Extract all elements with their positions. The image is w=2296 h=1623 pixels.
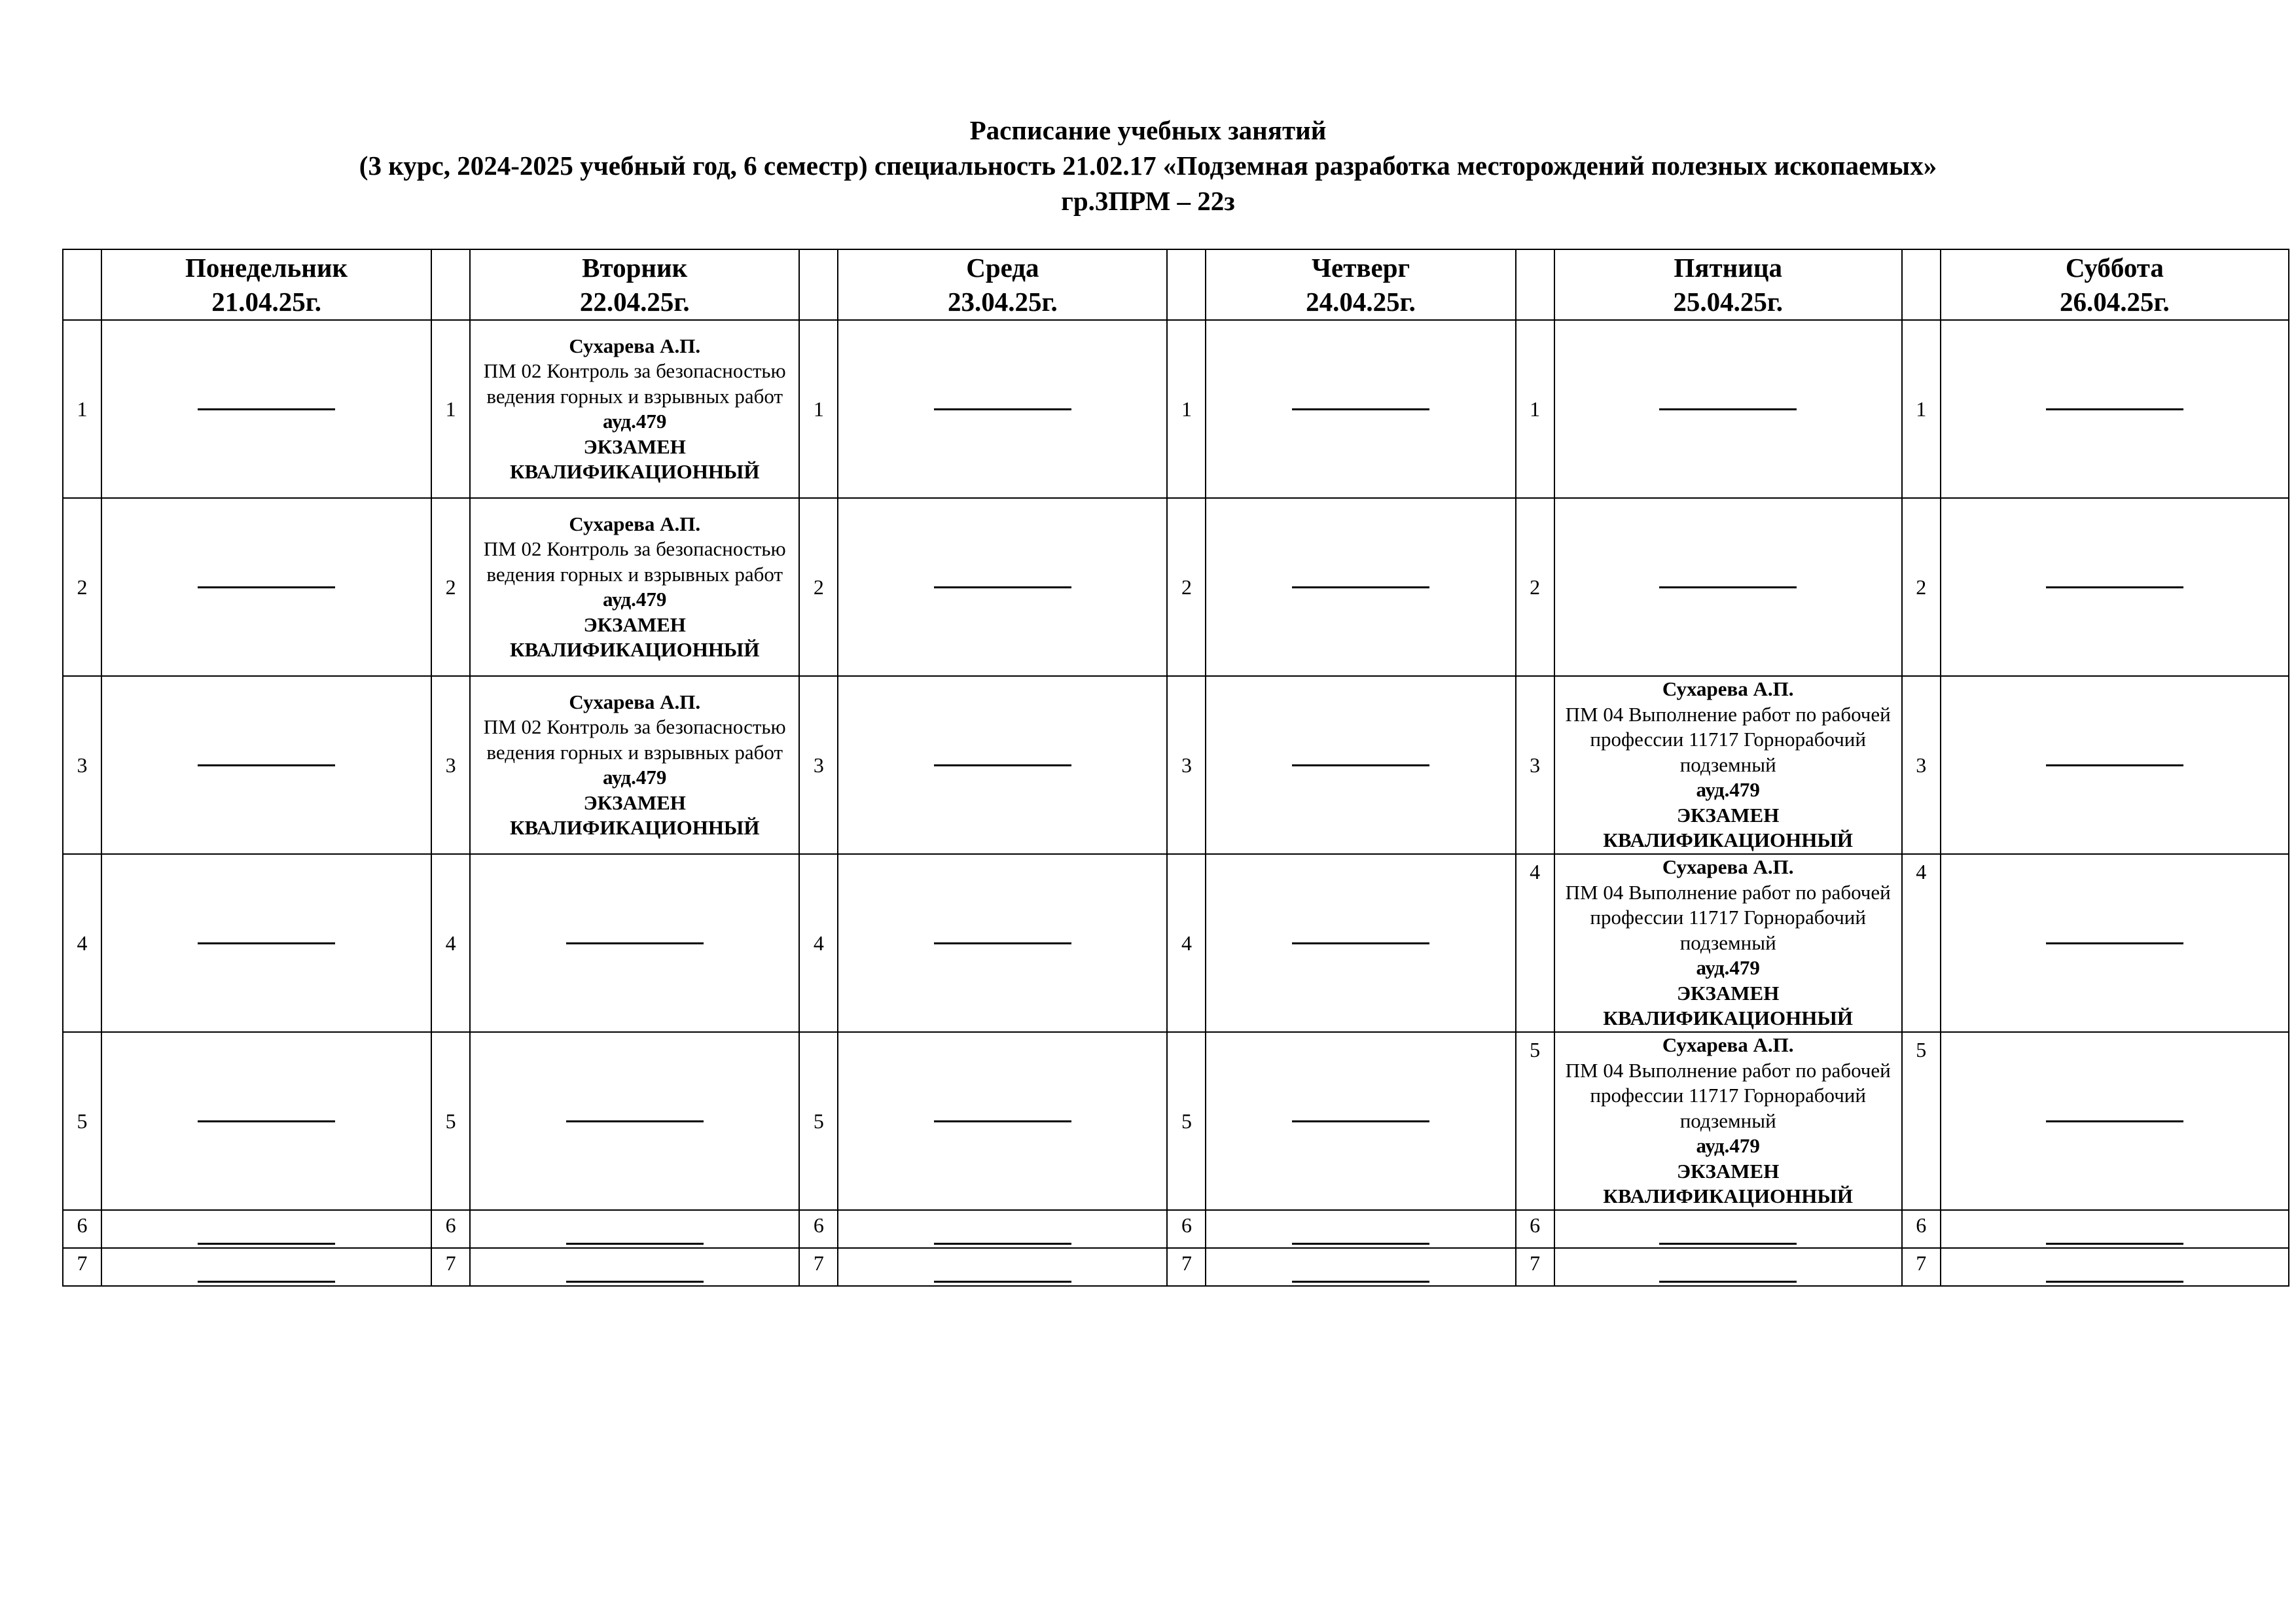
empty-slot-line [934, 408, 1071, 410]
empty-slot-line [2046, 586, 2183, 588]
subject-name: ПМ 02 Контроль за безопасностью ведения горных и взрывных работ [483, 537, 786, 586]
pair-number: 5 [63, 1032, 101, 1210]
schedule-cell [1941, 854, 2289, 1032]
schedule-cell [470, 1032, 799, 1210]
pair-number: 5 [799, 1032, 838, 1210]
empty-slot-line [198, 408, 335, 410]
pair-number: 3 [431, 676, 470, 854]
empty-header-cell [1902, 249, 1941, 320]
schedule-cell [101, 1248, 431, 1286]
day-date: 22.04.25г. [579, 287, 690, 317]
pair-number: 3 [799, 676, 838, 854]
schedule-cell [470, 320, 799, 498]
document-header [0, 113, 2296, 219]
lesson-entry [471, 512, 798, 663]
exam-type: ЭКЗАМЕН КВАЛИФИКАЦИОННЫЙ [509, 435, 760, 483]
document-subtitle: (3 курс, 2024-2025 учебный год, 6 семестр) специальность 21.02.17 «Подземная разработка месторождений полезных ископаемых» [359, 151, 1937, 181]
schedule-cell [838, 1210, 1167, 1248]
teacher-name: Сухарева А.П. [1662, 677, 1794, 701]
empty-slot-line [1292, 764, 1429, 766]
room-number: ауд.479 [603, 410, 667, 433]
empty-slot-line [566, 1120, 704, 1122]
schedule-cell [1941, 676, 2289, 854]
empty-slot-line [198, 942, 335, 944]
teacher-name: Сухарева А.П. [569, 690, 701, 713]
empty-slot-line [198, 586, 335, 588]
schedule-cell [1554, 320, 1902, 498]
empty-slot-line [1292, 1243, 1429, 1245]
pair-number: 7 [1167, 1248, 1206, 1286]
pair-number: 5 [1167, 1032, 1206, 1210]
schedule-row [63, 320, 2289, 498]
empty-slot-line [566, 942, 704, 944]
schedule-cell [101, 320, 431, 498]
pair-number: 1 [799, 320, 838, 498]
pair-number: 4 [799, 854, 838, 1032]
pair-number: 4 [1902, 854, 1941, 1032]
schedule-row [63, 498, 2289, 676]
schedule-cell [1554, 676, 1902, 854]
schedule-cell [101, 676, 431, 854]
pair-number: 1 [431, 320, 470, 498]
pair-number: 4 [63, 854, 101, 1032]
pair-number: 6 [1167, 1210, 1206, 1248]
lesson-entry [471, 334, 798, 485]
empty-slot-line [1659, 1281, 1797, 1283]
teacher-name: Сухарева А.П. [1662, 1033, 1794, 1057]
schedule-body [63, 249, 2289, 1286]
empty-slot-line [1659, 408, 1797, 410]
day-name: Пятница [1674, 253, 1782, 283]
day-header-friday [1554, 249, 1902, 320]
pair-number: 5 [431, 1032, 470, 1210]
room-number: ауд.479 [1696, 956, 1760, 980]
pair-number: 4 [431, 854, 470, 1032]
schedule-cell [1941, 1248, 2289, 1286]
day-date: 24.04.25г. [1306, 287, 1416, 317]
pair-number: 6 [431, 1210, 470, 1248]
pair-number: 1 [1167, 320, 1206, 498]
empty-slot-line [934, 942, 1071, 944]
pair-number: 2 [1902, 498, 1941, 676]
day-header-saturday [1941, 249, 2289, 320]
teacher-name: Сухарева А.П. [1662, 855, 1794, 879]
pair-number: 2 [431, 498, 470, 676]
empty-header-cell [1516, 249, 1554, 320]
empty-slot-line [2046, 1120, 2183, 1122]
pair-number: 7 [1516, 1248, 1554, 1286]
schedule-cell [470, 1210, 799, 1248]
lesson-entry [471, 690, 798, 841]
empty-header-cell [1167, 249, 1206, 320]
schedule-row [63, 676, 2289, 854]
empty-slot-line [934, 764, 1071, 766]
schedule-cell [1206, 1032, 1515, 1210]
empty-slot-line [1292, 586, 1429, 588]
empty-slot-line [1659, 1243, 1797, 1245]
empty-slot-line [1292, 942, 1429, 944]
schedule-cell [1941, 320, 2289, 498]
teacher-name: Сухарева А.П. [569, 512, 701, 535]
subject-name: ПМ 04 Выполнение работ по рабочей профессии 11717 Горнорабочий подземный [1565, 702, 1891, 776]
empty-slot-line [2046, 764, 2183, 766]
schedule-cell [101, 1032, 431, 1210]
exam-type: ЭКЗАМЕН КВАЛИФИКАЦИОННЫЙ [1603, 1159, 1853, 1208]
schedule-cell [1941, 1032, 2289, 1210]
lesson-entry [1555, 855, 1901, 1031]
pair-number: 2 [1516, 498, 1554, 676]
pair-number: 3 [1167, 676, 1206, 854]
day-date: 25.04.25г. [1673, 287, 1784, 317]
schedule-cell [470, 1248, 799, 1286]
pair-number: 6 [63, 1210, 101, 1248]
pair-number: 3 [1902, 676, 1941, 854]
exam-type: ЭКЗАМЕН КВАЛИФИКАЦИОННЫЙ [509, 613, 760, 661]
schedule-row [63, 1248, 2289, 1286]
schedule-cell [101, 1210, 431, 1248]
schedule-table [62, 249, 2289, 1287]
day-date: 26.04.25г. [2060, 287, 2170, 317]
pair-number: 4 [1167, 854, 1206, 1032]
schedule-cell [1206, 498, 1515, 676]
empty-slot-line [934, 1243, 1071, 1245]
empty-slot-line [934, 1120, 1071, 1122]
schedule-cell [1941, 498, 2289, 676]
schedule-row [63, 1032, 2289, 1210]
schedule-cell [838, 1032, 1167, 1210]
pair-number: 1 [1516, 320, 1554, 498]
schedule-cell [1206, 676, 1515, 854]
day-header-wednesday [838, 249, 1167, 320]
schedule-cell [1554, 1210, 1902, 1248]
day-header-monday [101, 249, 431, 320]
pair-number: 2 [63, 498, 101, 676]
empty-slot-line [2046, 942, 2183, 944]
pair-number: 6 [1516, 1210, 1554, 1248]
schedule-cell [470, 676, 799, 854]
empty-slot-line [1292, 408, 1429, 410]
empty-header-cell [63, 249, 101, 320]
schedule-row [63, 1210, 2289, 1248]
day-date: 21.04.25г. [211, 287, 321, 317]
schedule-cell [838, 854, 1167, 1032]
day-name: Четверг [1311, 253, 1410, 283]
empty-slot-line [566, 1243, 704, 1245]
schedule-cell [470, 498, 799, 676]
schedule-cell [1554, 498, 1902, 676]
empty-slot-line [1659, 586, 1797, 588]
empty-slot-line [1292, 1120, 1429, 1122]
pair-number: 7 [63, 1248, 101, 1286]
empty-header-cell [799, 249, 838, 320]
pair-number: 6 [1902, 1210, 1941, 1248]
room-number: ауд.479 [603, 588, 667, 611]
day-date: 23.04.25г. [948, 287, 1058, 317]
empty-slot-line [934, 586, 1071, 588]
empty-slot-line [198, 1243, 335, 1245]
pair-number: 5 [1902, 1032, 1941, 1210]
empty-slot-line [1292, 1281, 1429, 1283]
lesson-entry [1555, 1033, 1901, 1209]
schedule-cell [1554, 854, 1902, 1032]
schedule-cell [838, 676, 1167, 854]
subject-name: ПМ 04 Выполнение работ по рабочей профессии 11717 Горнорабочий подземный [1565, 1058, 1891, 1132]
day-name: Суббота [2065, 253, 2164, 283]
pair-number: 4 [1516, 854, 1554, 1032]
empty-slot-line [2046, 1243, 2183, 1245]
room-number: ауд.479 [1696, 1134, 1760, 1158]
schedule-cell [101, 498, 431, 676]
empty-slot-line [934, 1281, 1071, 1283]
schedule-cell [1554, 1032, 1902, 1210]
pair-number: 6 [799, 1210, 838, 1248]
exam-type: ЭКЗАМЕН КВАЛИФИКАЦИОННЫЙ [1603, 803, 1853, 852]
empty-slot-line [198, 764, 335, 766]
pair-number: 7 [799, 1248, 838, 1286]
exam-type: ЭКЗАМЕН КВАЛИФИКАЦИОННЫЙ [1603, 981, 1853, 1030]
empty-slot-line [2046, 408, 2183, 410]
day-header-tuesday [470, 249, 799, 320]
schedule-cell [1206, 1210, 1515, 1248]
room-number: ауд.479 [603, 766, 667, 789]
document-title: Расписание учебных занятий [969, 115, 1327, 145]
schedule-cell [838, 1248, 1167, 1286]
day-name: Понедельник [185, 253, 348, 283]
pair-number: 2 [1167, 498, 1206, 676]
empty-slot-line [2046, 1281, 2183, 1283]
schedule-cell [1206, 1248, 1515, 1286]
schedule-cell [1554, 1248, 1902, 1286]
schedule-cell [1206, 320, 1515, 498]
day-name: Среда [966, 253, 1039, 283]
group-label: гр.3ПРМ – 22з [1061, 186, 1235, 216]
empty-header-cell [431, 249, 470, 320]
pair-number: 3 [63, 676, 101, 854]
subject-name: ПМ 02 Контроль за безопасностью ведения горных и взрывных работ [483, 715, 786, 764]
pair-number: 2 [799, 498, 838, 676]
schedule-cell [101, 854, 431, 1032]
room-number: ауд.479 [1696, 778, 1760, 802]
empty-slot-line [566, 1281, 704, 1283]
day-header-thursday [1206, 249, 1515, 320]
schedule-cell [1941, 1210, 2289, 1248]
empty-slot-line [198, 1281, 335, 1283]
lesson-entry [1555, 677, 1901, 853]
pair-number: 7 [431, 1248, 470, 1286]
schedule-cell [470, 854, 799, 1032]
exam-type: ЭКЗАМЕН КВАЛИФИКАЦИОННЫЙ [509, 791, 760, 839]
day-header-row [63, 249, 2289, 320]
schedule-row [63, 854, 2289, 1032]
pair-number: 1 [63, 320, 101, 498]
pair-number: 7 [1902, 1248, 1941, 1286]
subject-name: ПМ 02 Контроль за безопасностью ведения горных и взрывных работ [483, 359, 786, 408]
empty-slot-line [198, 1120, 335, 1122]
day-name: Вторник [582, 253, 688, 283]
teacher-name: Сухарева А.П. [569, 334, 701, 357]
pair-number: 3 [1516, 676, 1554, 854]
schedule-cell [838, 320, 1167, 498]
schedule-cell [838, 498, 1167, 676]
pair-number: 5 [1516, 1032, 1554, 1210]
subject-name: ПМ 04 Выполнение работ по рабочей профессии 11717 Горнорабочий подземный [1565, 880, 1891, 954]
pair-number: 1 [1902, 320, 1941, 498]
schedule-cell [1206, 854, 1515, 1032]
